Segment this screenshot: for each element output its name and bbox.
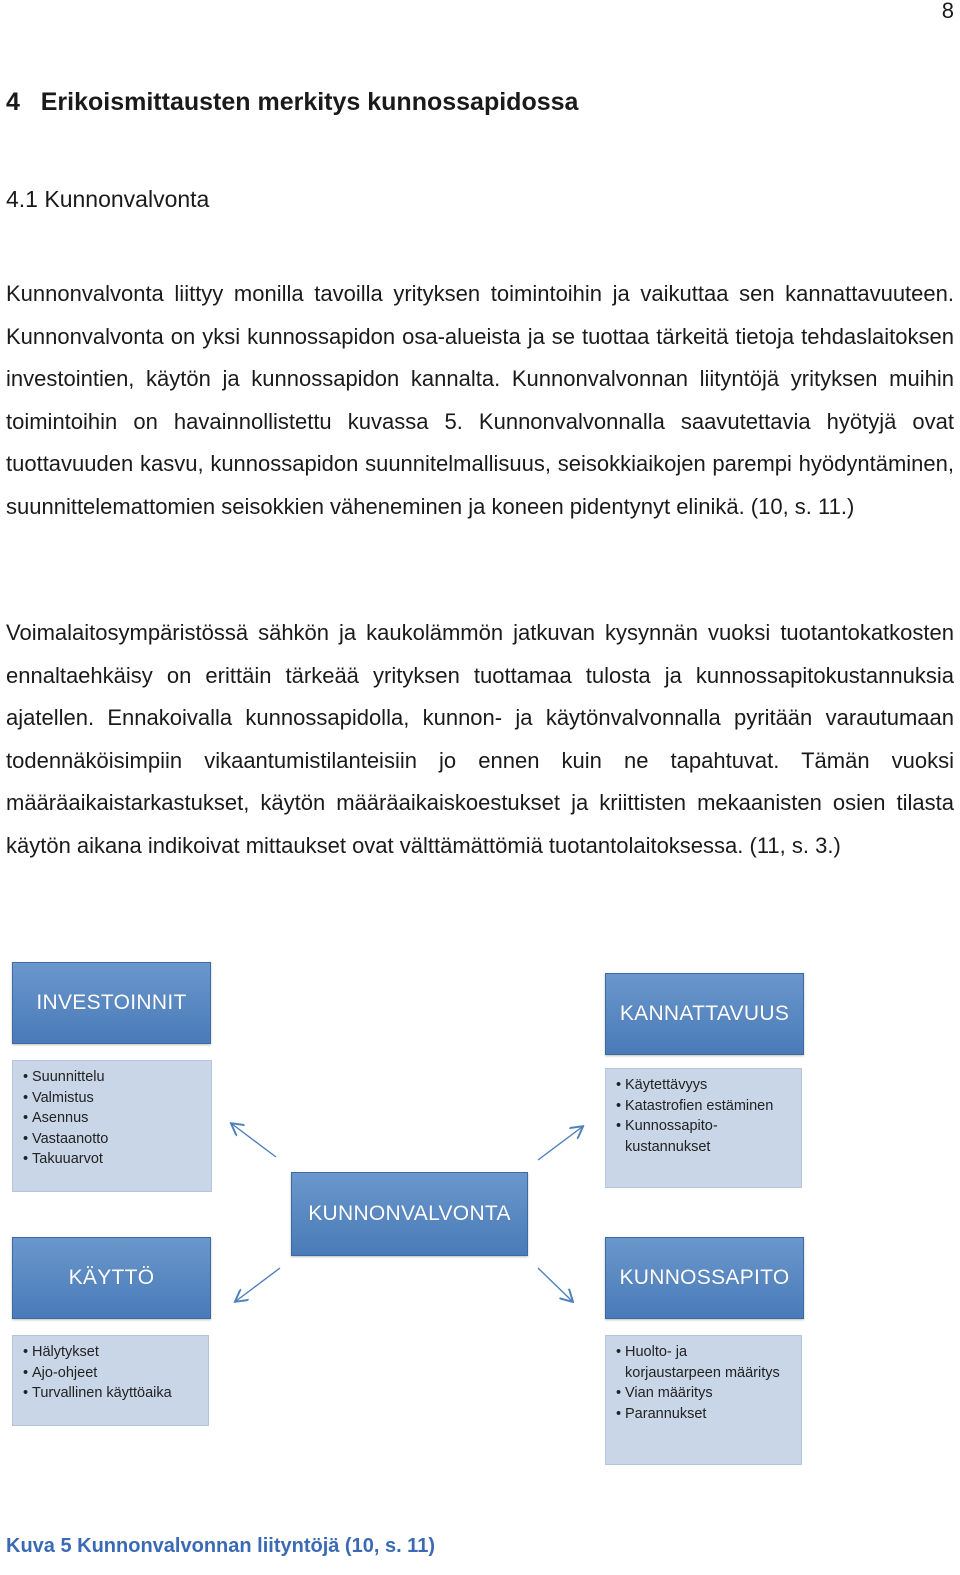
list-item: • Asennus — [23, 1108, 211, 1129]
list-item: • Kunnossapito- kustannukset — [616, 1116, 801, 1157]
kannattavuus-list — [605, 1068, 802, 1188]
list-item: • Katastrofien estäminen — [616, 1096, 801, 1117]
list-item: • Turvallinen käyttöaika — [23, 1383, 208, 1404]
list-item: • Hälytykset — [23, 1342, 208, 1363]
body-paragraph: Voimalaitosympäristössä sähkön ja kaukolämmön jatkuvan kysynnän vuoksi tuotantokatkosten ennaltaehkäisy on erittäin tärkeää yrityksen tuottamaa tulosta ja kunnossapitokustannuksia ajatellen. Ennakoivalla kunnossapidolla, kunnon- ja käytönvalvonnalla pyritään varautumaan todennäköisimpiin vikaantumistilanteisiin jo ennen kuin ne tapahtuvat. Tämän vuoksi määräaikaistarkastukset, käytön määräaikaiskoestukset ja kriittisten mekaanisten osien tilasta käytön aikana indikoivat mittaukset ovat välttämättömiä tuotantolaitoksessa. (11, s. 3.) — [6, 620, 954, 858]
list-item: • Ajo-ohjeet — [23, 1363, 208, 1384]
figure-caption: Kuva 5 Kunnonvalvonnan liityntöjä (10, s. 11) — [6, 1535, 435, 1557]
list-item: • Takuuarvot — [23, 1149, 211, 1170]
page-number: 8 — [941, 0, 954, 23]
kunnossapito-list — [605, 1335, 802, 1465]
arrow-to-kannattavuus — [538, 1127, 582, 1160]
kaytto-box: KÄYTTÖ — [12, 1237, 211, 1319]
arrow-to-investoinnit — [232, 1124, 276, 1157]
chapter-heading: 4 Erikoismittausten merkitys kunnossapidossa — [6, 88, 579, 116]
list-item: • Vian määritys — [616, 1383, 801, 1404]
kaytto-list — [12, 1335, 209, 1426]
list-item: • Valmistus — [23, 1088, 211, 1109]
arrow-to-kunnossapito — [538, 1268, 572, 1301]
list-item: • Suunnittelu — [23, 1067, 211, 1088]
list-item: • Huolto- ja korjaustarpeen määritys — [616, 1342, 801, 1383]
kunnossapito-box: KUNNOSSAPITO — [605, 1237, 804, 1319]
list-item: • Parannukset — [616, 1404, 801, 1425]
body-paragraph: Kunnonvalvonta liittyy monilla tavoilla yrityksen toimintoihin ja vaikuttaa sen kannattavuuteen. Kunnonvalvonta on yksi kunnossapidon osa-alueista ja se tuottaa tärkeitä tietoja tehdaslaitoksen investointien, käytön ja kunnossapidon kannalta. Kunnonvalvonnan liityntöjä yrityksen muihin toimintoihin on havainnollistettu kuvassa 5. Kunnonvalvonnalla saavutettavia hyötyjä ovat tuottavuuden kasvu, kunnossapidon suunnitelmallisuus, seisokkiaikojen parempi hyödyntäminen, suunnittelemattomien seisokkien väheneminen ja koneen pidentynyt elinikä. (10, s. 11.) — [6, 281, 954, 519]
arrow-to-kaytto — [236, 1268, 280, 1301]
kunnonvalvonta-box: KUNNONVALVONTA — [291, 1172, 528, 1256]
investoinnit-list — [12, 1060, 212, 1192]
list-item: • Vastaanotto — [23, 1129, 211, 1150]
list-item: • Käytettävyys — [616, 1075, 801, 1096]
section-heading: 4.1 Kunnonvalvonta — [6, 186, 210, 212]
kannattavuus-box: KANNATTAVUUS — [605, 973, 804, 1055]
investoinnit-box: INVESTOINNIT — [12, 962, 211, 1044]
